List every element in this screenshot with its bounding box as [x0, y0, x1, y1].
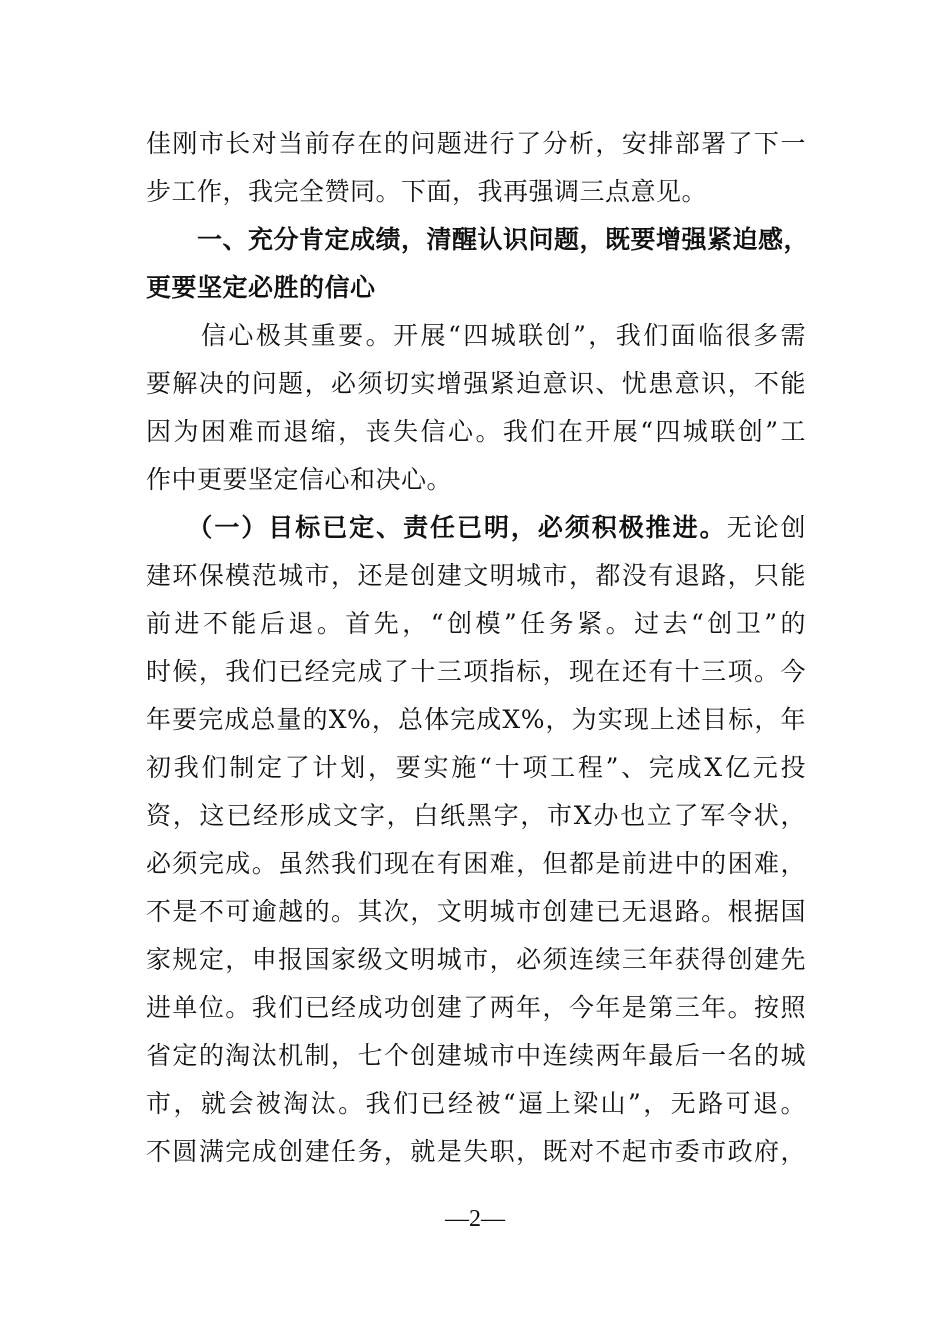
text-line: 不是不可逾越的。其次，文明城市创建已无退路。根据国 [146, 897, 806, 926]
page-number: —2— [445, 1206, 505, 1232]
text-line: 要解决的问题，必须切实增强紧迫意识、忧患意识，不能 [146, 369, 806, 398]
section-heading-line: 一、充分肯定成绩，清醒认识问题，既要增强紧迫感， [146, 225, 810, 254]
subsection-heading: （一）目标已定、责任已明，必须积极推进。 [146, 513, 727, 542]
text-line: 家规定，申报国家级文明城市，必须连续三年获得创建先 [146, 945, 806, 974]
text-line: 资，这已经形成文字，白纸黑字，市X办也立了军令状， [146, 801, 806, 830]
text-line: 市，就会被淘汰。我们已经被“逼上梁山”，无路可退。 [146, 1089, 806, 1118]
text-line: 佳刚市长对当前存在的问题进行了分析，安排部署了下一 [146, 129, 806, 158]
text-line: 必须完成。虽然我们现在有困难，但都是前进中的困难， [146, 849, 806, 878]
subsection-line [146, 504, 806, 552]
text-line: 年要完成总量的X%，总体完成X%，为实现上述目标，年 [146, 705, 806, 734]
text-line: 省定的淘汰机制，七个创建城市中连续两年最后一名的城 [146, 1041, 806, 1070]
text-line: 信心极其重要。开展“四城联创”，我们面临很多需 [146, 321, 806, 350]
subsection-text: 无论创 [726, 513, 806, 542]
text-line: 前进不能后退。首先，“创模”任务紧。过去“创卫”的 [146, 609, 806, 638]
body-text [146, 120, 810, 1176]
text-line: 不圆满完成创建任务，就是失职，既对不起市委市政府， [146, 1137, 806, 1166]
text-line: 步工作，我完全赞同。下面，我再强调三点意见。 [146, 177, 708, 206]
text-line: 进单位。我们已经成功创建了两年，今年是第三年。按照 [146, 993, 806, 1022]
text-line: 建环保模范城市，还是创建文明城市，都没有退路，只能 [146, 561, 806, 590]
text-line: 作中更要坚定信心和决心。 [146, 465, 453, 494]
text-line: 时候，我们已经完成了十三项指标，现在还有十三项。今 [146, 657, 806, 686]
text-line: 因为困难而退缩，丧失信心。我们在开展“四城联创”工 [146, 417, 806, 446]
text-line: 初我们制定了计划，要实施“十项工程”、完成X亿元投 [146, 753, 806, 782]
section-heading-line: 更要坚定必胜的信心 [146, 273, 376, 302]
